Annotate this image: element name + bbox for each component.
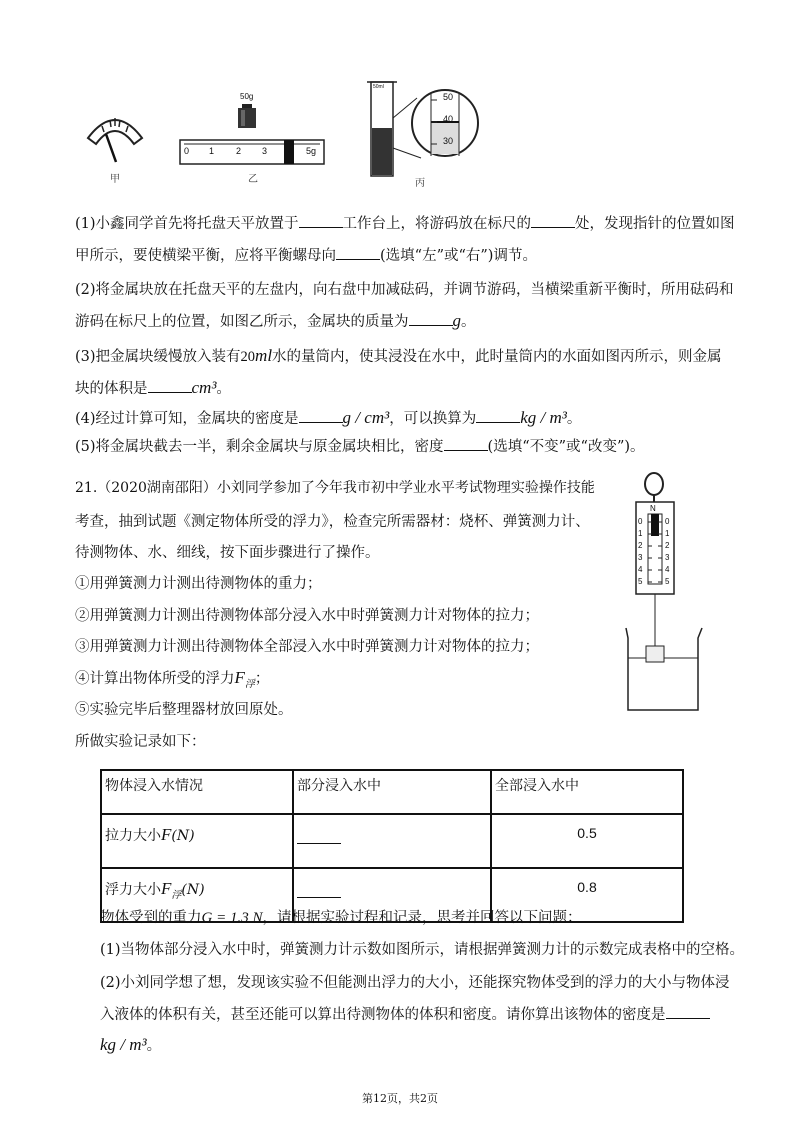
answer-blank[interactable] <box>299 227 343 228</box>
unit-text: kg / m³ <box>520 408 567 427</box>
q20-part2-line2: 游码在标尺上的位置，如图乙所示，金属块的质量为 g。 <box>75 311 476 330</box>
q20-text: 块的体积是 <box>75 381 148 397</box>
q21-gravity-line <box>100 908 581 928</box>
table-row <box>101 814 683 868</box>
q21-intro-1: 21.（2020湖南邵阳）小刘同学参加了今年我市初中学业水平考试物理实验操作技能 <box>75 480 595 496</box>
answer-blank[interactable] <box>297 883 341 898</box>
table-cell-value: 0.8 <box>491 868 683 922</box>
row-label-text: 浮力大小 <box>105 882 161 898</box>
q21-text: 。 <box>146 1038 162 1054</box>
gauge-tick: 5 <box>638 577 643 586</box>
gauge-tick: 1 <box>665 529 670 538</box>
q20-text: 水的量筒内，使其浸没在水中，此时量筒内的水面如图丙所示，则金属 <box>272 349 722 365</box>
zoom-label: 50 <box>443 92 454 102</box>
table-row-label <box>101 814 293 868</box>
force-subscript: 浮 <box>244 678 255 690</box>
q21-sub2-line3 <box>100 1035 161 1056</box>
q20-text: (4)经过计算可知，金属块的密度是 <box>75 411 299 427</box>
q20-part1-line2 <box>75 246 537 266</box>
figure-spring-scale-beaker <box>620 470 730 720</box>
figure-balance-pointer <box>80 100 150 185</box>
gauge-tick: 3 <box>638 553 643 562</box>
weight-label: 50g <box>240 92 254 101</box>
force-symbol: F <box>161 825 172 844</box>
table-header-row <box>101 770 683 814</box>
gauge-tick: 1 <box>638 529 643 538</box>
q21-text: ； <box>254 671 270 687</box>
unit-text: (N) <box>181 882 205 898</box>
zoom-label: 40 <box>443 114 454 124</box>
unit-text: ml <box>255 346 273 365</box>
ruler-tick: 4 <box>288 146 294 156</box>
q20-text: 游码在标尺上的位置，如图乙所示，金属块的质量为 <box>75 314 409 330</box>
q21-step-2: ②用弹簧测力计测出待测物体部分浸入水中时弹簧测力计对物体的拉力； <box>75 608 539 624</box>
q20-text: (1)小鑫同学首先将托盘天平放置于 <box>75 216 299 232</box>
gauge-unit: N <box>650 504 656 513</box>
gauge-tick: 4 <box>665 565 670 574</box>
q21-step-1: ①用弹簧测力计测出待测物体的重力； <box>75 576 322 592</box>
q20-text: (选填“左”或“右”)调节。 <box>380 248 537 264</box>
cylinder-unit: 50ml <box>373 84 384 90</box>
answer-blank[interactable] <box>148 392 192 393</box>
ruler-tick: 1 <box>209 146 215 156</box>
unit-text: cm³ <box>191 378 217 397</box>
ruler-tick: 0 <box>184 146 190 156</box>
q20-text: 工作台上，将游码放在标尺的 <box>342 216 532 232</box>
ruler-tick: 2 <box>236 146 242 156</box>
ruler-tick: 3 <box>262 146 268 156</box>
q21-step-5: ⑤实验完毕后整理器材放回原处。 <box>75 702 293 718</box>
caption-jia: 甲 <box>110 174 120 185</box>
gravity-value: G = 1.3 N <box>201 910 263 926</box>
q21-step-3: ③用弹簧测力计测出待测物体全部浸入水中时弹簧测力计对物体的拉力； <box>75 639 539 655</box>
gauge-tick: 0 <box>665 517 670 526</box>
gauge-tick: 2 <box>665 541 670 550</box>
caption-bing: 丙 <box>415 178 425 189</box>
record-table <box>100 769 684 923</box>
q20-part4 <box>75 408 581 429</box>
table-header: 物体浸入水情况 <box>101 770 293 814</box>
answer-blank[interactable] <box>476 422 520 423</box>
table-answer-cell[interactable] <box>293 814 491 868</box>
answer-blank[interactable] <box>297 829 341 844</box>
q21-sub1: (1)当物体部分浸入水中时，弹簧测力计示数如图所示，请根据弹簧测力计的示数完成表格中的空格。 <box>100 942 745 958</box>
table-cell-value: 0.5 <box>491 814 683 868</box>
q21-intro-2: 考查，抽到试题《测定物体所受的浮力》，检查完所需器材：烧杯、弹簧测力计、 <box>75 514 590 530</box>
gauge-tick: 0 <box>638 517 643 526</box>
force-symbol: F <box>161 879 172 898</box>
force-symbol: F <box>234 668 245 687</box>
q20-text: 。 <box>566 411 582 427</box>
table-header: 全部浸入水中 <box>491 770 683 814</box>
q21-step-4 <box>75 668 269 695</box>
q21-record-intro: 所做实验记录如下： <box>75 734 206 750</box>
force-subscript: 浮 <box>171 889 182 901</box>
table-header: 部分浸入水中 <box>293 770 491 814</box>
q20-text: 甲所示，要使横梁平衡，应将平衡螺母向 <box>75 248 336 264</box>
figure-graduated-cylinder <box>365 78 480 188</box>
q21-text: 入液体的体积有关，甚至还能可以算出待测物体的体积和密度。请你算出该物体的密度是 <box>100 1007 666 1023</box>
unit-text: (N) <box>171 828 195 844</box>
unit-text: kg / m³ <box>100 1035 147 1054</box>
figure-scale-ruler <box>178 92 328 185</box>
row-label-text: 拉力大小 <box>105 828 161 844</box>
unit-text: g / cm³ <box>342 408 390 427</box>
q21-sub2-line2 <box>100 1005 710 1025</box>
q21-sub2-line1: (2)小刘同学想了想，发现该实验不但能测出浮力的大小，还能探究物体受到的浮力的大小与物体浸 <box>100 975 730 991</box>
gauge-tick: 3 <box>665 553 670 562</box>
answer-blank[interactable] <box>666 1018 710 1019</box>
q20-part1-line1 <box>75 214 735 234</box>
q21-text: ，请根据实验过程和记录，思考并回答以下问题： <box>262 910 582 926</box>
q20-text: (2)将金属块放在托盘天平的左盘内，向右盘中加减砝码，并调节游码，当横梁重新平衡时，所用砝码和 <box>75 282 734 298</box>
q20-number: 20 <box>240 349 256 365</box>
answer-blank[interactable] <box>444 450 488 451</box>
zoom-label: 30 <box>443 136 454 146</box>
gauge-tick: 2 <box>638 541 643 550</box>
q20-part2-line1 <box>75 280 734 300</box>
q21-intro-3: 待测物体、水、细线，按下面步骤进行了操作。 <box>75 545 380 561</box>
gauge-tick: 4 <box>638 565 643 574</box>
answer-blank[interactable] <box>299 422 343 423</box>
page-footer: 第12页，共2页 <box>362 1092 438 1105</box>
q21-text: 物体受到的重力 <box>100 910 202 926</box>
q20-part3-line1 <box>75 346 722 367</box>
q20-part3-line2: 块的体积是 cm³。 <box>75 378 231 397</box>
q20-text: (5)将金属块截去一半，剩余金属块与原金属块相比，密度 <box>75 439 444 455</box>
unit-text: g <box>452 311 461 330</box>
gauge-ticks-left <box>638 516 642 588</box>
q20-part5 <box>75 437 645 457</box>
answer-blank[interactable] <box>336 259 380 260</box>
answer-blank[interactable] <box>531 227 575 228</box>
gauge-ticks-right <box>665 516 669 588</box>
caption-yi: 乙 <box>248 174 258 185</box>
q20-text: 处，发现指针的位置如图 <box>575 216 735 232</box>
q21-text: ④计算出物体所受的浮力 <box>75 671 235 687</box>
ruler-tick: 5g <box>306 146 317 156</box>
q20-text: ，可以换算为 <box>389 411 477 427</box>
answer-blank[interactable] <box>409 325 453 326</box>
q20-text: (3)把金属块缓慢放入装有 <box>75 349 241 365</box>
q20-text: (选填“不变”或“改变”)。 <box>487 439 645 455</box>
gauge-tick: 5 <box>665 577 670 586</box>
